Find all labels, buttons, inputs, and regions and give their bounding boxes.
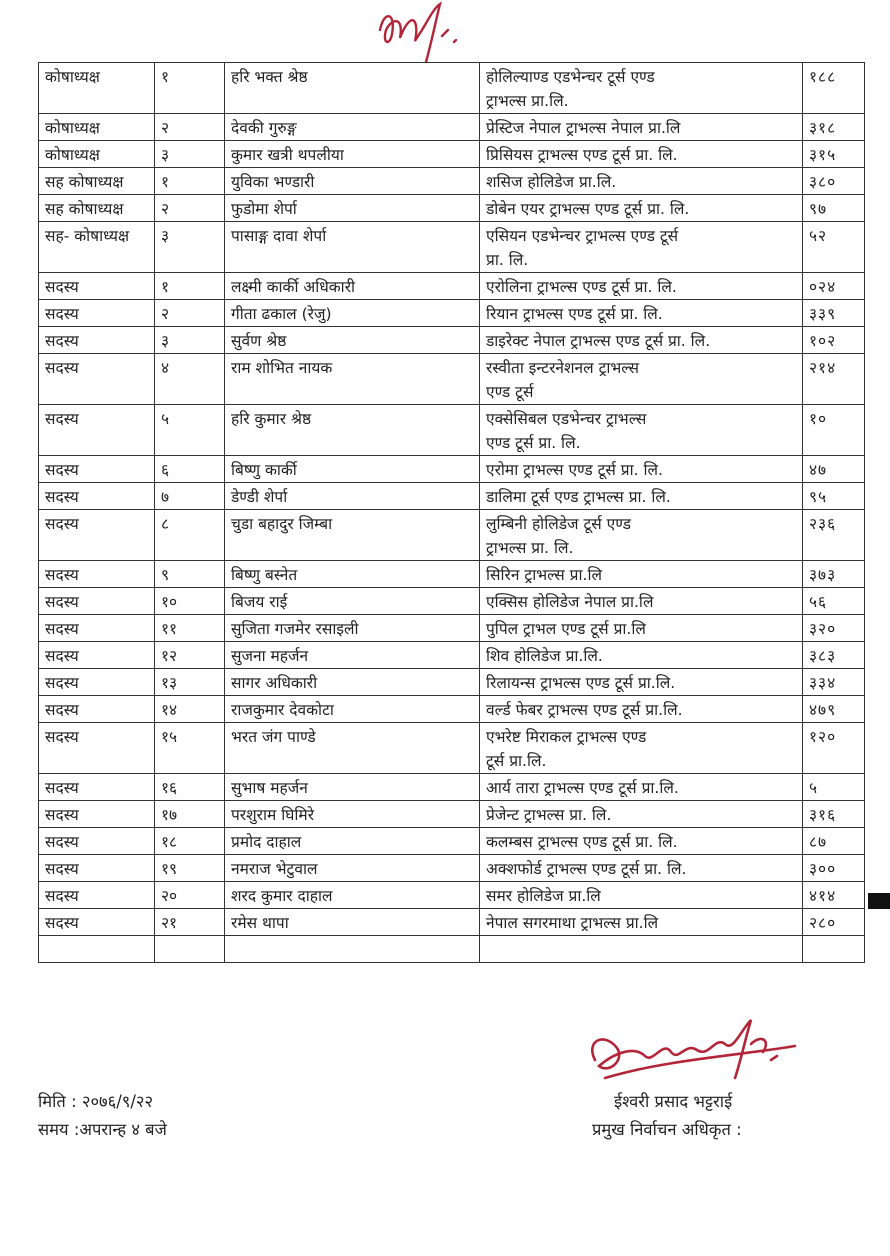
name-cell: रमेस थापा <box>225 909 480 936</box>
name-cell: सुजिता गजमेर रसाइली <box>225 615 480 642</box>
name-cell: भरत जंग पाण्डे <box>225 723 480 774</box>
company-line: एभरेष्ट मिराकल ट्राभल्स एण्ड <box>486 728 647 746</box>
name-cell: सागर अधिकारी <box>225 669 480 696</box>
table-row <box>39 774 865 801</box>
table-row <box>39 195 865 222</box>
candidate-table <box>38 62 865 963</box>
company-cell <box>480 483 803 510</box>
table-row <box>39 882 865 909</box>
serial-cell: २ <box>155 195 225 222</box>
company-line: लुम्बिनी होलिडेज टूर्स एण्ड <box>486 515 631 533</box>
number-cell: ३१८ <box>803 114 865 141</box>
company-line: कलम्बस ट्राभल्स एण्ड टूर्स प्रा. लि. <box>486 833 678 851</box>
company-cell <box>480 588 803 615</box>
position-cell: सदस्य <box>39 828 155 855</box>
company-line: एसियन एडभेन्चर ट्राभल्स एण्ड टूर्स <box>486 227 679 245</box>
serial-cell: १५ <box>155 723 225 774</box>
table-row <box>39 801 865 828</box>
company-cell <box>480 696 803 723</box>
serial-cell: १ <box>155 63 225 114</box>
serial-cell: २१ <box>155 909 225 936</box>
number-cell: ५६ <box>803 588 865 615</box>
company-line: समर होलिडेज प्रा.लि <box>486 887 601 905</box>
name-cell: राम शोभित नायक <box>225 354 480 405</box>
serial-cell: ३ <box>155 327 225 354</box>
empty-cell <box>480 936 803 963</box>
serial-cell: १७ <box>155 801 225 828</box>
table-row <box>39 561 865 588</box>
company-cell <box>480 642 803 669</box>
number-cell: ९५ <box>803 483 865 510</box>
company-cell <box>480 561 803 588</box>
company-line: शिव होलिडेज प्रा.लि. <box>486 647 603 665</box>
name-cell: गीता ढकाल (रेजु) <box>225 300 480 327</box>
company-line: प्रा. लि. <box>486 251 529 269</box>
name-cell: नमराज भेटुवाल <box>225 855 480 882</box>
table-row <box>39 354 865 405</box>
company-line: एक्सिस होलिडेज नेपाल प्रा.लि <box>486 593 654 611</box>
number-cell: ३१६ <box>803 801 865 828</box>
position-cell: सदस्य <box>39 273 155 300</box>
company-cell <box>480 273 803 300</box>
position-cell: कोषाध्यक्ष <box>39 114 155 141</box>
serial-cell: १२ <box>155 642 225 669</box>
position-cell: सदस्य <box>39 882 155 909</box>
table-row <box>39 510 865 561</box>
signatory-block <box>592 1088 742 1144</box>
table-row <box>39 828 865 855</box>
number-cell: १० <box>803 405 865 456</box>
empty-cell <box>155 936 225 963</box>
name-cell: सुर्वण श्रेष्ठ <box>225 327 480 354</box>
name-cell: राजकुमार देवकोटा <box>225 696 480 723</box>
table-row <box>39 141 865 168</box>
company-cell <box>480 723 803 774</box>
position-cell: सह कोषाध्यक्ष <box>39 168 155 195</box>
number-cell: ३१५ <box>803 141 865 168</box>
empty-row <box>39 936 865 963</box>
position-cell: सदस्य <box>39 354 155 405</box>
name-cell: देवकी गुरुङ्ग <box>225 114 480 141</box>
company-cell <box>480 327 803 354</box>
company-line: रिलायन्स ट्राभल्स एण्ड टूर्स प्रा.लि. <box>486 674 676 692</box>
table-row <box>39 588 865 615</box>
company-cell <box>480 615 803 642</box>
table-row <box>39 168 865 195</box>
number-cell: २३६ <box>803 510 865 561</box>
table-row <box>39 456 865 483</box>
company-line: डाइरेक्ट नेपाल ट्राभल्स एण्ड टूर्स प्रा. लि. <box>486 332 711 350</box>
position-cell: सदस्य <box>39 909 155 936</box>
position-cell: सदस्य <box>39 723 155 774</box>
number-cell: ३८० <box>803 168 865 195</box>
table-row <box>39 273 865 300</box>
name-cell: शरद कुमार दाहाल <box>225 882 480 909</box>
page-edge-mark <box>868 893 890 909</box>
name-cell: परशुराम घिमिरे <box>225 801 480 828</box>
date-line: मिति : २०७६/९/२२ <box>38 1092 154 1111</box>
company-line: होलिल्याण्ड एडभेन्चर टूर्स एण्ड <box>486 68 655 86</box>
number-cell: १२० <box>803 723 865 774</box>
number-cell: ४१४ <box>803 882 865 909</box>
serial-cell: ४ <box>155 354 225 405</box>
company-line: प्रेस्टिज नेपाल ट्राभल्स नेपाल प्रा.लि <box>486 119 681 137</box>
number-cell: २१४ <box>803 354 865 405</box>
position-cell: सदस्य <box>39 561 155 588</box>
company-cell <box>480 114 803 141</box>
serial-cell: १ <box>155 168 225 195</box>
number-cell: ३७३ <box>803 561 865 588</box>
name-cell: चुडा बहादुर जिम्बा <box>225 510 480 561</box>
table-row <box>39 63 865 114</box>
number-cell: ३८३ <box>803 642 865 669</box>
table-row <box>39 483 865 510</box>
name-cell: पासाङ्ग दावा शेर्पा <box>225 222 480 273</box>
name-cell: बिष्णु कार्की <box>225 456 480 483</box>
serial-cell: १ <box>155 273 225 300</box>
serial-cell: ३ <box>155 141 225 168</box>
position-cell: सदस्य <box>39 510 155 561</box>
company-cell <box>480 882 803 909</box>
number-cell: २८० <box>803 909 865 936</box>
number-cell: ३०० <box>803 855 865 882</box>
company-line: वर्ल्ड फेबर ट्राभल्स एण्ड टूर्स प्रा.लि. <box>486 701 683 719</box>
position-cell: सदस्य <box>39 642 155 669</box>
number-cell: ३३९ <box>803 300 865 327</box>
number-cell: १०२ <box>803 327 865 354</box>
company-cell <box>480 456 803 483</box>
signatory-title: प्रमुख निर्वाचन अधिकृत : <box>592 1120 742 1139</box>
company-line: प्रेजेन्ट ट्राभल्स प्रा. लि. <box>486 806 612 824</box>
table-row <box>39 696 865 723</box>
name-cell: कुमार खत्री थपलीया <box>225 141 480 168</box>
table-row <box>39 405 865 456</box>
number-cell: ५२ <box>803 222 865 273</box>
serial-cell: ९ <box>155 561 225 588</box>
serial-cell: १० <box>155 588 225 615</box>
company-line: ट्राभल्स प्रा.लि. <box>486 92 569 110</box>
serial-cell: ५ <box>155 405 225 456</box>
position-cell: सह- कोषाध्यक्ष <box>39 222 155 273</box>
name-cell: प्रमोद दाहाल <box>225 828 480 855</box>
name-cell: हरि कुमार श्रेष्ठ <box>225 405 480 456</box>
position-cell: सदस्य <box>39 327 155 354</box>
number-cell: ०२४ <box>803 273 865 300</box>
table-row <box>39 114 865 141</box>
company-line: डोबेन एयर ट्राभल्स एण्ड टूर्स प्रा. लि. <box>486 200 690 218</box>
company-line: एक्सेसिबल एडभेन्चर ट्राभल्स <box>486 410 647 428</box>
table-row <box>39 327 865 354</box>
number-cell: ४७ <box>803 456 865 483</box>
table-row <box>39 300 865 327</box>
position-cell: सदस्य <box>39 300 155 327</box>
serial-cell: २ <box>155 114 225 141</box>
serial-cell: ११ <box>155 615 225 642</box>
name-cell: डेण्डी शेर्पा <box>225 483 480 510</box>
position-cell: सदस्य <box>39 615 155 642</box>
company-cell <box>480 222 803 273</box>
company-line: एरोमा ट्राभल्स एण्ड टूर्स प्रा. लि. <box>486 461 663 479</box>
table-row <box>39 723 865 774</box>
company-cell <box>480 168 803 195</box>
position-cell: सदस्य <box>39 801 155 828</box>
signatory-name: ईश्वरी प्रसाद भट्टराई <box>614 1092 733 1111</box>
name-cell: बिष्णु बस्नेत <box>225 561 480 588</box>
company-line: आर्य तारा ट्राभल्स एण्ड टूर्स प्रा.लि. <box>486 779 679 797</box>
company-cell <box>480 801 803 828</box>
name-cell: सुजना महर्जन <box>225 642 480 669</box>
company-line: एरोलिना ट्राभल्स एण्ड टूर्स प्रा. लि. <box>486 278 677 296</box>
serial-cell: ३ <box>155 222 225 273</box>
company-cell <box>480 354 803 405</box>
company-line: एण्ड टूर्स <box>486 383 534 401</box>
table-row <box>39 669 865 696</box>
company-cell <box>480 828 803 855</box>
company-cell <box>480 909 803 936</box>
position-cell: सदस्य <box>39 588 155 615</box>
company-cell <box>480 63 803 114</box>
company-line: रियान ट्राभल्स एण्ड टूर्स प्रा. लि. <box>486 305 663 323</box>
company-cell <box>480 195 803 222</box>
position-cell: सदस्य <box>39 696 155 723</box>
position-cell: सदस्य <box>39 669 155 696</box>
company-line: अक्शफोर्ड ट्राभल्स एण्ड टूर्स प्रा. लि. <box>486 860 687 878</box>
table-row <box>39 855 865 882</box>
name-cell: लक्ष्मी कार्की अधिकारी <box>225 273 480 300</box>
number-cell: ५ <box>803 774 865 801</box>
company-cell <box>480 855 803 882</box>
number-cell: ८७ <box>803 828 865 855</box>
position-cell: सह कोषाध्यक्ष <box>39 195 155 222</box>
serial-cell: १९ <box>155 855 225 882</box>
position-cell: सदस्य <box>39 774 155 801</box>
table-row <box>39 615 865 642</box>
company-line: प्रिसियस ट्राभल्स एण्ड टूर्स प्रा. लि. <box>486 146 678 164</box>
position-cell: सदस्य <box>39 456 155 483</box>
company-cell <box>480 774 803 801</box>
serial-cell: ७ <box>155 483 225 510</box>
serial-cell: १८ <box>155 828 225 855</box>
number-cell: ३३४ <box>803 669 865 696</box>
number-cell: ४७९ <box>803 696 865 723</box>
position-cell: कोषाध्यक्ष <box>39 141 155 168</box>
signature-chief-officer <box>575 1000 810 1095</box>
name-cell: सुभाष महर्जन <box>225 774 480 801</box>
company-cell <box>480 510 803 561</box>
table-row <box>39 909 865 936</box>
company-line: सिरिन ट्राभल्स प्रा.लि <box>486 566 602 584</box>
number-cell: १८८ <box>803 63 865 114</box>
table-row <box>39 222 865 273</box>
name-cell: हरि भक्त श्रेष्ठ <box>225 63 480 114</box>
serial-cell: १४ <box>155 696 225 723</box>
empty-cell <box>225 936 480 963</box>
serial-cell: २ <box>155 300 225 327</box>
table-row <box>39 642 865 669</box>
name-cell: बिजय राई <box>225 588 480 615</box>
company-cell <box>480 300 803 327</box>
company-line: शसिज होलिडेज प्रा.लि. <box>486 173 617 191</box>
footer-date-time <box>38 1088 167 1144</box>
name-cell: युविका भण्डारी <box>225 168 480 195</box>
company-line: ट्राभल्स प्रा. लि. <box>486 539 574 557</box>
company-cell <box>480 405 803 456</box>
company-cell <box>480 141 803 168</box>
serial-cell: १६ <box>155 774 225 801</box>
company-line: डालिमा टूर्स एण्ड ट्राभल्स प्रा. लि. <box>486 488 671 506</box>
position-cell: कोषाध्यक्ष <box>39 63 155 114</box>
serial-cell: ६ <box>155 456 225 483</box>
empty-cell <box>39 936 155 963</box>
number-cell: ३२० <box>803 615 865 642</box>
company-line: टूर्स प्रा.लि. <box>486 752 547 770</box>
serial-cell: ८ <box>155 510 225 561</box>
table-body <box>39 63 865 963</box>
position-cell: सदस्य <box>39 405 155 456</box>
serial-cell: १३ <box>155 669 225 696</box>
position-cell: सदस्य <box>39 855 155 882</box>
position-cell: सदस्य <box>39 483 155 510</box>
company-line: एण्ड टूर्स प्रा. लि. <box>486 434 581 452</box>
empty-cell <box>803 936 865 963</box>
company-line: नेपाल सगरमाथा ट्राभल्स प्रा.लि <box>486 914 659 932</box>
company-line: रस्वीता इन्टरनेशनल ट्राभल्स <box>486 359 639 377</box>
company-line: पुपिल ट्राभल एण्ड टूर्स प्रा.लि <box>486 620 646 638</box>
number-cell: ९७ <box>803 195 865 222</box>
serial-cell: २० <box>155 882 225 909</box>
company-cell <box>480 669 803 696</box>
name-cell: फुडोमा शेर्पा <box>225 195 480 222</box>
time-line: समय :अपरान्ह ४ बजे <box>38 1120 167 1139</box>
